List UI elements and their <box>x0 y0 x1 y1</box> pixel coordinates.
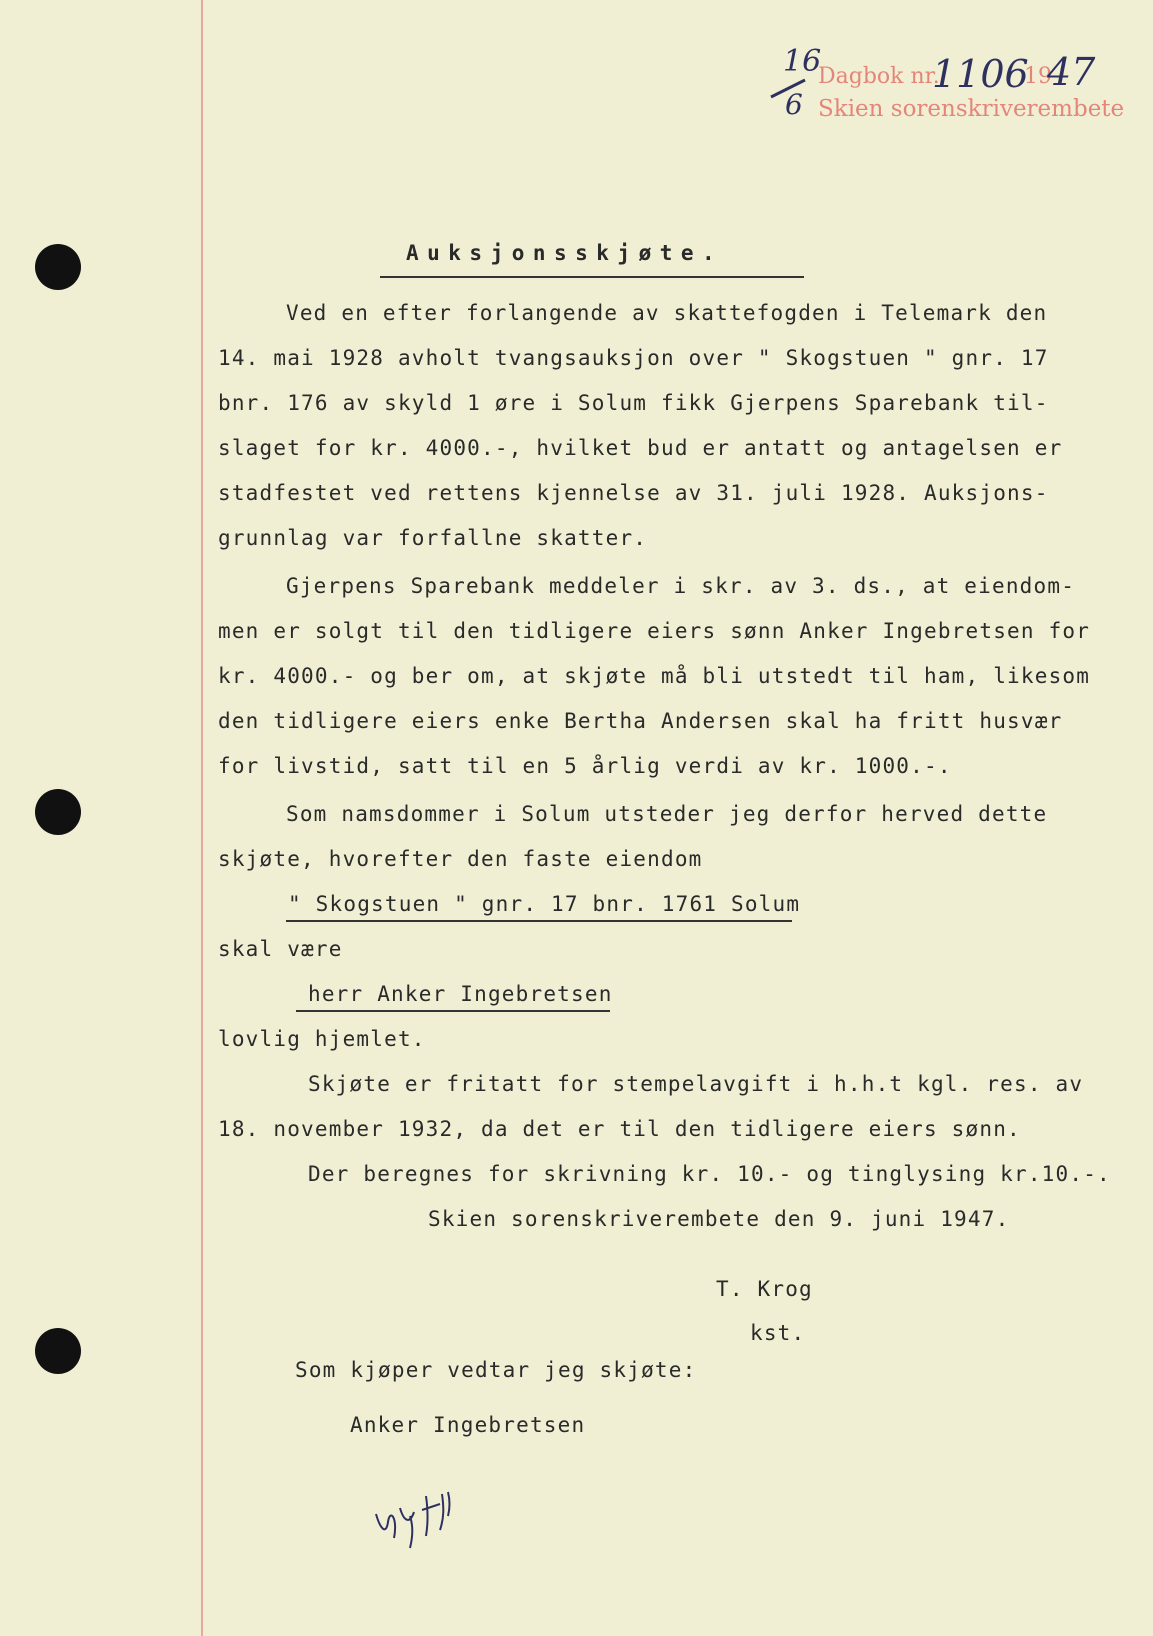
signatory-title: kst. <box>750 1321 806 1345</box>
document-title: Auksjonsskjøte. <box>406 241 724 265</box>
body-line: for livstid, satt til en 5 årlig verdi av kr. 1000.-. <box>218 754 952 778</box>
body-line: grunnlag var forfallne skatter. <box>218 526 648 550</box>
body-line: 14. mai 1928 avholt tvangsauksjon over " Skogstuen " gnr. 17 <box>218 346 1049 370</box>
place-date-line: Skien sorenskriverembete den 9. juni 1947. <box>428 1207 1010 1231</box>
body-line: 18. november 1932, da det er til den tidligere eiers sønn. <box>218 1117 1021 1141</box>
body-line: stadfestet ved rettens kjennelse av 31. juli 1928. Auksjons- <box>218 481 1049 505</box>
stamp-date-month: 6 <box>785 88 803 121</box>
binder-hole <box>35 1328 81 1374</box>
title-underline <box>380 276 804 278</box>
property-line: " Skogstuen " gnr. 17 bnr. 1761 Solum <box>288 892 801 916</box>
body-line: kr. 4000.- og ber om, at skjøte må bli utstedt til ham, likesom <box>218 664 1091 688</box>
binder-hole <box>35 244 81 290</box>
body-line: Der beregnes for skrivning kr. 10.- og tinglysing kr.10.-. <box>308 1162 1111 1186</box>
handwritten-signature <box>370 1488 470 1552</box>
property-underline <box>286 920 792 922</box>
body-line: men er solgt til den tidligere eiers sønn Anker Ingebretsen for <box>218 619 1091 643</box>
body-line: skal være <box>218 937 343 961</box>
buyer-name: Anker Ingebretsen <box>350 1413 586 1437</box>
buyer-underline <box>296 1010 610 1012</box>
stamp-office: Skien sorenskriverembete <box>818 96 1125 122</box>
buyer-acceptance-line: Som kjøper vedtar jeg skjøte: <box>295 1358 697 1382</box>
body-line: skjøte, hvorefter den faste eiendom <box>218 847 703 871</box>
stamp-date-day: 16 <box>783 44 822 79</box>
body-line: bnr. 176 av skyld 1 øre i Solum fikk Gjerpens Sparebank til- <box>218 391 1049 415</box>
margin-rule <box>201 0 203 1636</box>
stamp-year-handwritten: 47 <box>1047 50 1096 94</box>
binder-hole <box>35 789 81 835</box>
stamp-dagbok-label: Dagbok nr. <box>818 64 940 89</box>
stamp-dagbok-number: 1106 <box>932 52 1029 96</box>
body-line: Gjerpens Sparebank meddeler i skr. av 3. ds., at eiendom- <box>286 574 1076 598</box>
stamp-year-printed: 19 <box>1024 64 1052 89</box>
body-line: Som namsdommer i Solum utsteder jeg derfor herved dette <box>286 802 1048 826</box>
date-slash-stroke <box>767 76 809 100</box>
buyer-line: herr Anker Ingebretsen <box>308 982 613 1006</box>
body-line: den tidligere eiers enke Bertha Andersen skal ha fritt husvær <box>218 709 1063 733</box>
body-line: Skjøte er fritatt for stempelavgift i h.h.t kgl. res. av <box>308 1072 1084 1096</box>
body-line: Ved en efter forlangende av skattefogden i Telemark den <box>286 301 1048 325</box>
body-line: slaget for kr. 4000.-, hvilket bud er antatt og antagelsen er <box>218 436 1063 460</box>
body-line: lovlig hjemlet. <box>218 1027 426 1051</box>
signatory-name: T. Krog <box>716 1277 813 1301</box>
